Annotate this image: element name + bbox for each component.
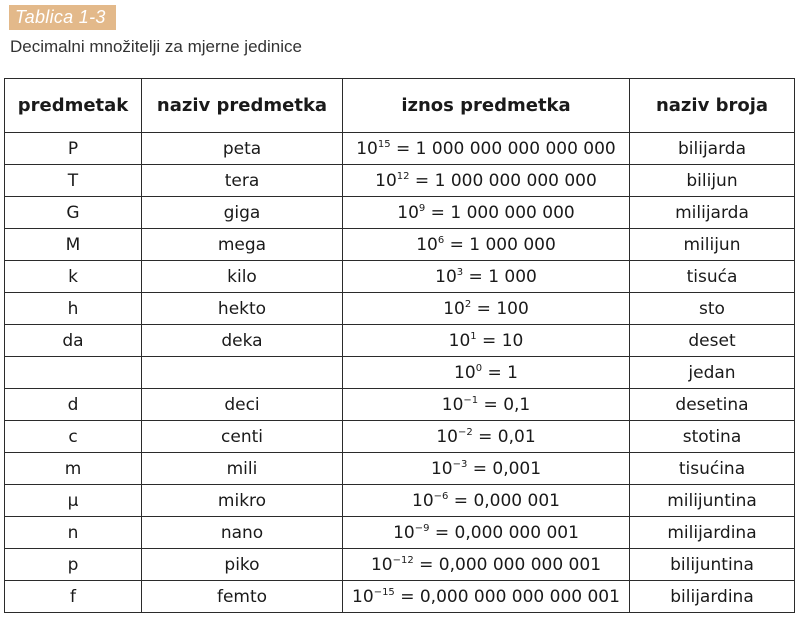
decimal-value: 0,001 xyxy=(492,458,542,479)
power-base: 10 xyxy=(393,522,415,543)
power-base: 10 xyxy=(356,138,378,159)
table-row xyxy=(5,581,795,613)
power-base: 10 xyxy=(448,330,471,351)
power-base: 10 xyxy=(416,234,438,255)
prefix-value-cell xyxy=(343,229,630,261)
equals-sign: = xyxy=(476,330,502,351)
prefix-value-cell xyxy=(343,421,630,453)
decimal-value: 1 000 000 xyxy=(469,234,556,255)
exponent: 9 xyxy=(418,202,426,214)
exponent: −12 xyxy=(392,554,414,566)
power-base: 10 xyxy=(436,426,458,447)
number-name-cell: milijun xyxy=(630,229,795,261)
decimal-value: 1 000 000 000 000 000 xyxy=(415,138,616,159)
prefix-value-cell xyxy=(343,293,630,325)
table-row xyxy=(5,517,795,549)
prefix-value-cell xyxy=(343,325,630,357)
decimal-value: 0,000 000 000 000 001 xyxy=(419,586,620,607)
equals-sign: = xyxy=(413,554,439,575)
prefix-symbol-cell xyxy=(5,357,142,389)
exponent: 0 xyxy=(475,362,483,374)
prefix-value-cell xyxy=(343,549,630,581)
number-name-cell: bilijarda xyxy=(630,133,795,165)
exponent: 1 xyxy=(470,330,477,342)
table-row xyxy=(5,389,795,421)
decimal-value: 1 000 xyxy=(488,266,537,287)
prefix-name-cell: tera xyxy=(142,165,343,197)
equals-sign: = xyxy=(467,458,493,479)
prefix-name-cell: femto xyxy=(142,581,343,613)
decimal-multipliers-table xyxy=(4,78,795,613)
table-row xyxy=(5,325,795,357)
power-base: 10 xyxy=(454,362,476,383)
table-row xyxy=(5,453,795,485)
prefix-symbol-cell: M xyxy=(5,229,142,261)
number-name-cell: sto xyxy=(630,293,795,325)
prefix-value-cell xyxy=(343,389,630,421)
exponent: −6 xyxy=(433,490,449,502)
decimal-value: 1 000 000 000 xyxy=(450,202,575,223)
equals-sign: = xyxy=(409,170,435,191)
decimal-value: 0,000 001 xyxy=(473,490,560,511)
table-number-tag: Tablica 1-3 xyxy=(9,5,116,30)
table-row xyxy=(5,485,795,517)
prefix-name-cell: hekto xyxy=(142,293,343,325)
prefix-symbol-cell: p xyxy=(5,549,142,581)
power-base: 10 xyxy=(375,170,397,191)
number-name-cell: deset xyxy=(630,325,795,357)
header-prefix: predmetak xyxy=(5,79,142,133)
exponent: 6 xyxy=(437,234,445,246)
number-name-cell: milijarda xyxy=(630,197,795,229)
equals-sign: = xyxy=(463,266,489,287)
header-number-name: naziv broja xyxy=(630,79,795,133)
prefix-symbol-cell: G xyxy=(5,197,142,229)
prefix-symbol-cell: m xyxy=(5,453,142,485)
power-base: 10 xyxy=(430,458,453,479)
table-row xyxy=(5,133,795,165)
exponent: 3 xyxy=(456,266,464,278)
power-base: 10 xyxy=(443,298,465,319)
decimal-value: 0,1 xyxy=(503,394,531,415)
power-base: 10 xyxy=(370,554,393,575)
exponent: −15 xyxy=(373,586,395,598)
prefix-symbol-cell: da xyxy=(5,325,142,357)
power-base: 10 xyxy=(441,394,464,415)
prefix-name-cell: giga xyxy=(142,197,343,229)
decimal-value: 100 xyxy=(496,298,529,319)
prefix-symbol-cell: d xyxy=(5,389,142,421)
power-base: 10 xyxy=(412,490,434,511)
number-name-cell: tisućina xyxy=(630,453,795,485)
table-row xyxy=(5,421,795,453)
power-base: 10 xyxy=(352,586,374,607)
number-name-cell: bilijardina xyxy=(630,581,795,613)
equals-sign: = xyxy=(429,522,455,543)
prefix-name-cell xyxy=(142,357,343,389)
table-row xyxy=(5,261,795,293)
prefix-name-cell: centi xyxy=(142,421,343,453)
equals-sign: = xyxy=(478,394,504,415)
prefix-value-cell xyxy=(343,517,630,549)
exponent: −2 xyxy=(457,426,473,438)
prefix-name-cell: mili xyxy=(142,453,343,485)
number-name-cell: jedan xyxy=(630,357,795,389)
equals-sign: = xyxy=(394,586,420,607)
prefix-name-cell: piko xyxy=(142,549,343,581)
header-prefix-name: naziv predmetka xyxy=(142,79,343,133)
prefix-symbol-cell: k xyxy=(5,261,142,293)
table-row xyxy=(5,293,795,325)
decimal-value: 0,01 xyxy=(497,426,536,447)
number-name-cell: tisuća xyxy=(630,261,795,293)
table-row xyxy=(5,229,795,261)
prefix-value-cell xyxy=(343,581,630,613)
prefix-symbol-cell: c xyxy=(5,421,142,453)
power-base: 10 xyxy=(435,266,457,287)
exponent: −1 xyxy=(463,394,479,406)
prefix-symbol-cell: P xyxy=(5,133,142,165)
number-name-cell: bilijuntina xyxy=(630,549,795,581)
table-caption: Decimalni množitelji za mjerne jedinice xyxy=(10,37,302,56)
exponent: −3 xyxy=(452,458,468,470)
prefix-name-cell: deci xyxy=(142,389,343,421)
prefix-symbol-cell: T xyxy=(5,165,142,197)
equals-sign: = xyxy=(472,426,498,447)
prefix-value-cell xyxy=(343,197,630,229)
power-base: 10 xyxy=(397,202,419,223)
exponent: −9 xyxy=(414,522,430,534)
prefix-value-cell xyxy=(343,453,630,485)
prefix-symbol-cell: μ xyxy=(5,485,142,517)
prefix-symbol-cell: n xyxy=(5,517,142,549)
prefix-symbol-cell: f xyxy=(5,581,142,613)
prefix-name-cell: nano xyxy=(142,517,343,549)
prefix-name-cell: mega xyxy=(142,229,343,261)
prefix-name-cell: mikro xyxy=(142,485,343,517)
decimal-value: 1 000 000 000 000 xyxy=(434,170,597,191)
prefix-name-cell: peta xyxy=(142,133,343,165)
table-row xyxy=(5,197,795,229)
exponent: 15 xyxy=(377,138,391,150)
number-name-cell: desetina xyxy=(630,389,795,421)
prefix-value-cell xyxy=(343,165,630,197)
prefix-symbol-cell: h xyxy=(5,293,142,325)
equals-sign: = xyxy=(390,138,416,159)
number-name-cell: stotina xyxy=(630,421,795,453)
decimal-value: 1 xyxy=(507,362,518,383)
table-row xyxy=(5,165,795,197)
table-header-row xyxy=(5,79,795,133)
number-name-cell: bilijun xyxy=(630,165,795,197)
decimal-value: 0,000 000 001 xyxy=(454,522,579,543)
equals-sign: = xyxy=(425,202,451,223)
equals-sign: = xyxy=(482,362,508,383)
number-name-cell: milijuntina xyxy=(630,485,795,517)
equals-sign: = xyxy=(448,490,474,511)
number-name-cell: milijardina xyxy=(630,517,795,549)
prefix-name-cell: kilo xyxy=(142,261,343,293)
table-row xyxy=(5,357,795,389)
table-row xyxy=(5,549,795,581)
header-prefix-value: iznos predmetka xyxy=(343,79,630,133)
prefix-value-cell xyxy=(343,485,630,517)
decimal-value: 10 xyxy=(501,330,524,351)
prefix-name-cell: deka xyxy=(142,325,343,357)
equals-sign: = xyxy=(471,298,497,319)
exponent: 2 xyxy=(464,298,472,310)
equals-sign: = xyxy=(444,234,470,255)
exponent: 12 xyxy=(396,170,410,182)
prefix-value-cell xyxy=(343,357,630,389)
prefix-value-cell xyxy=(343,261,630,293)
prefix-value-cell xyxy=(343,133,630,165)
decimal-value: 0,000 000 000 001 xyxy=(438,554,602,575)
